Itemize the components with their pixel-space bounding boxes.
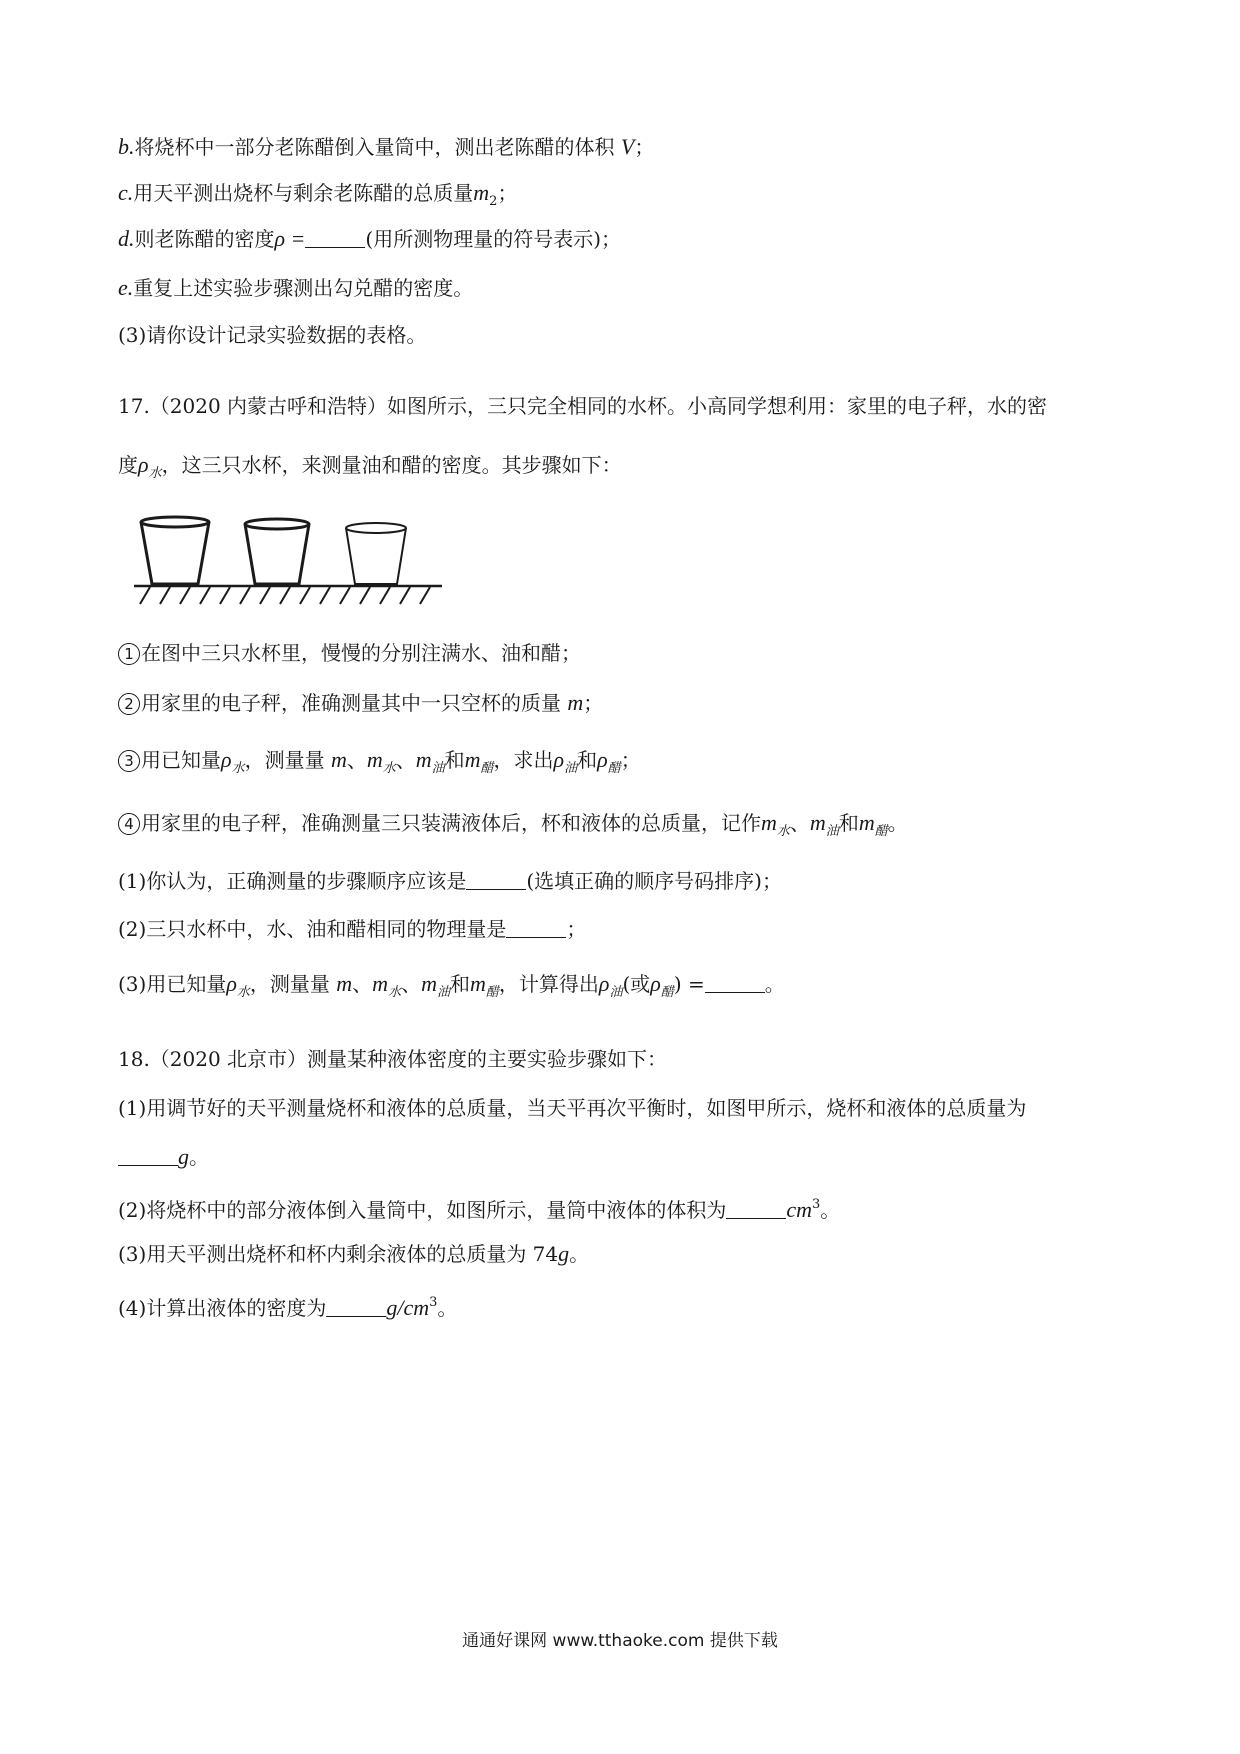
q3-text: ) =	[673, 972, 705, 996]
step-3-text: ，求出	[493, 748, 554, 772]
cup-body	[346, 528, 406, 584]
answer-blank[interactable]	[305, 229, 365, 248]
q2-end: ；	[566, 917, 587, 941]
q3-text: ，测量量	[249, 972, 337, 996]
label-d: d.	[118, 226, 135, 251]
punct: 。	[437, 1296, 458, 1320]
label-b: b.	[118, 134, 135, 159]
q3-text: ，计算得出	[498, 972, 599, 996]
three-cups-figure	[130, 514, 450, 616]
punct: 。	[764, 972, 785, 996]
symbol-rho: ρ	[597, 747, 608, 772]
punct: 、	[789, 811, 810, 835]
label-c: c.	[118, 180, 134, 205]
step-c	[118, 180, 517, 215]
step-b	[118, 134, 654, 160]
cup-body	[245, 524, 309, 584]
footer-source: 通通好课网 www.tthaoke.com 提供下载	[462, 1631, 778, 1651]
question-17-1	[118, 868, 782, 894]
step-2-text: 用家里的电子秤，准确测量其中一只空杯的质量	[141, 691, 568, 715]
q3-text: (3)用已知量	[118, 972, 227, 996]
symbol-m: m	[330, 747, 347, 772]
subscript-water: 水	[776, 824, 790, 839]
symbol-rho: ρ	[650, 971, 661, 996]
punct: 、	[401, 972, 422, 996]
subscript-oil: 油	[609, 985, 623, 1000]
punct: 、	[346, 748, 367, 772]
question-18-1-answer	[118, 1144, 209, 1170]
question-3-table: (3)请你设计记录实验数据的表格。	[118, 323, 427, 347]
subscript-oil: 油	[436, 985, 450, 1000]
subscript-vinegar: 醋	[607, 761, 621, 776]
step-e-text: 重复上述实验步骤测出勾兑醋的密度。	[133, 276, 474, 300]
symbol-rho: ρ =	[274, 226, 306, 251]
unit-g: g	[558, 1241, 570, 1266]
step-c-text: 用天平测出烧杯与剩余老陈醋的总质量	[133, 181, 474, 205]
q1-text: (1)你认为，正确测量的步骤顺序应该是	[118, 869, 467, 893]
question-17-3	[118, 971, 785, 1006]
symbol-rho: ρ	[226, 971, 237, 996]
step-1-text: 在图中三只水杯里，慢慢的分别注满水、油和醋；	[141, 641, 581, 665]
circled-number: 1	[118, 643, 140, 665]
step-3-text: ，测量量	[244, 748, 331, 772]
subscript-vinegar: 醋	[480, 761, 494, 776]
step-d	[118, 226, 621, 252]
symbol-V: V	[620, 134, 635, 159]
symbol-rho: ρ	[598, 971, 610, 996]
cup-body	[141, 522, 209, 584]
symbol-m: m	[809, 810, 826, 835]
subscript-vinegar: 醋	[660, 985, 674, 1000]
punct: 、	[352, 972, 373, 996]
step-e	[118, 275, 473, 301]
subscript-water: 水	[231, 761, 245, 776]
subscript-water: 水	[236, 985, 250, 1000]
label-e: e.	[118, 275, 134, 300]
step-b-text: 将烧杯中一部分老陈醋倒入量筒中，测出老陈醋的体积	[134, 135, 621, 159]
answer-blank[interactable]	[506, 919, 566, 938]
symbol-m: m	[421, 971, 437, 996]
punct: ；	[583, 691, 604, 715]
symbol-rho: ρ	[138, 452, 149, 477]
punct: 。	[887, 811, 908, 835]
punct: 。	[569, 1242, 590, 1266]
answer-blank[interactable]	[726, 1200, 786, 1219]
stem-text: 度	[118, 453, 138, 477]
symbol-rho: ρ	[221, 747, 232, 772]
circled-number: 4	[118, 813, 140, 835]
step-4-text: 用家里的电子秤，准确测量三只装满液体后，杯和液体的总质量，记作	[141, 811, 761, 835]
question-17-stem-2	[118, 452, 622, 487]
question-18-1: (1)用调节好的天平测量烧杯和液体的总质量，当天平再次平衡时，如图甲所示，烧杯和液体的总质量为	[118, 1096, 1027, 1120]
q18-4-text: (4)计算出液体的密度为	[118, 1296, 327, 1320]
circled-number: 3	[118, 750, 140, 772]
cup-rim	[346, 523, 406, 533]
unit-g: g	[178, 1144, 189, 1169]
step-d-text: 则老陈醋的密度	[134, 227, 275, 251]
symbol-m: m	[567, 690, 584, 715]
question-18-stem: 18.（2020 北京市）测量某种液体密度的主要实验步骤如下：	[118, 1047, 668, 1071]
cup-rim	[141, 517, 209, 527]
symbol-m: m	[761, 810, 777, 835]
answer-blank[interactable]	[705, 974, 765, 993]
question-17-stem: 17.（2020 内蒙古呼和浩特）如图所示，三只完全相同的水杯。小高同学想利用：家里的电子秤，水的密	[118, 394, 1048, 418]
symbol-m: m	[473, 180, 490, 205]
symbol-m: m	[469, 971, 486, 996]
answer-blank[interactable]	[326, 1298, 386, 1317]
unit-g-per-cm: g/cm	[386, 1295, 430, 1320]
q18-3-text: (3)用天平测出烧杯和杯内剩余液体的总质量为 74	[118, 1242, 559, 1266]
subscript-water: 水	[388, 985, 402, 1000]
question-18-2	[118, 1192, 840, 1223]
q1-end: (选填正确的顺序号码排序)；	[526, 869, 782, 893]
subscript-water: 水	[148, 466, 162, 481]
punct: ；	[497, 181, 518, 205]
unit-cm: cm	[786, 1197, 812, 1222]
subscript-water: 水	[382, 761, 396, 776]
conj: 和	[577, 748, 598, 772]
cup-rim	[245, 519, 309, 529]
q3-text: (或	[622, 972, 651, 996]
punct: 。	[189, 1145, 209, 1169]
subscript-oil: 油	[431, 761, 445, 776]
step-2	[118, 690, 603, 716]
subscript-vinegar: 醋	[874, 824, 888, 839]
step-3-text: 用已知量	[141, 748, 221, 772]
question-18-3	[118, 1241, 589, 1267]
symbol-m: m	[464, 747, 481, 772]
q18-2-text: (2)将烧杯中的部分液体倒入量筒中，如图所示，量筒中液体的体积为	[118, 1198, 727, 1222]
superscript: 3	[429, 1295, 438, 1310]
step-4	[118, 810, 908, 845]
subscript-oil: 油	[564, 761, 578, 776]
question-17-2	[118, 916, 586, 942]
subscript-oil: 油	[825, 824, 839, 839]
symbol-m: m	[415, 747, 432, 772]
q2-text: (2)三只水杯中，水、油和醋相同的物理量是	[118, 917, 507, 941]
conj: 和	[449, 972, 470, 996]
conj: 和	[444, 748, 465, 772]
stem-text: ，这三只水杯，来测量油和醋的密度。其步骤如下：	[161, 453, 622, 477]
answer-blank[interactable]	[466, 871, 526, 890]
punct: 、	[395, 748, 416, 772]
punct: ；	[634, 135, 655, 159]
symbol-m: m	[336, 971, 353, 996]
punct: ；	[620, 748, 641, 772]
symbol-m: m	[858, 810, 875, 835]
step-3	[118, 747, 641, 782]
question-18-4	[118, 1290, 457, 1321]
answer-blank[interactable]	[118, 1147, 178, 1166]
step-d-end: (用所测物理量的符号表示)；	[365, 227, 622, 251]
symbol-m: m	[366, 747, 383, 772]
circled-number: 2	[118, 693, 140, 715]
conj: 和	[838, 811, 859, 835]
step-1	[118, 640, 581, 666]
superscript: 3	[812, 1197, 821, 1212]
punct: 。	[820, 1198, 841, 1222]
subscript: 2	[489, 194, 498, 209]
subscript-vinegar: 醋	[485, 985, 499, 1000]
symbol-rho: ρ	[553, 747, 565, 772]
symbol-m: m	[372, 971, 389, 996]
